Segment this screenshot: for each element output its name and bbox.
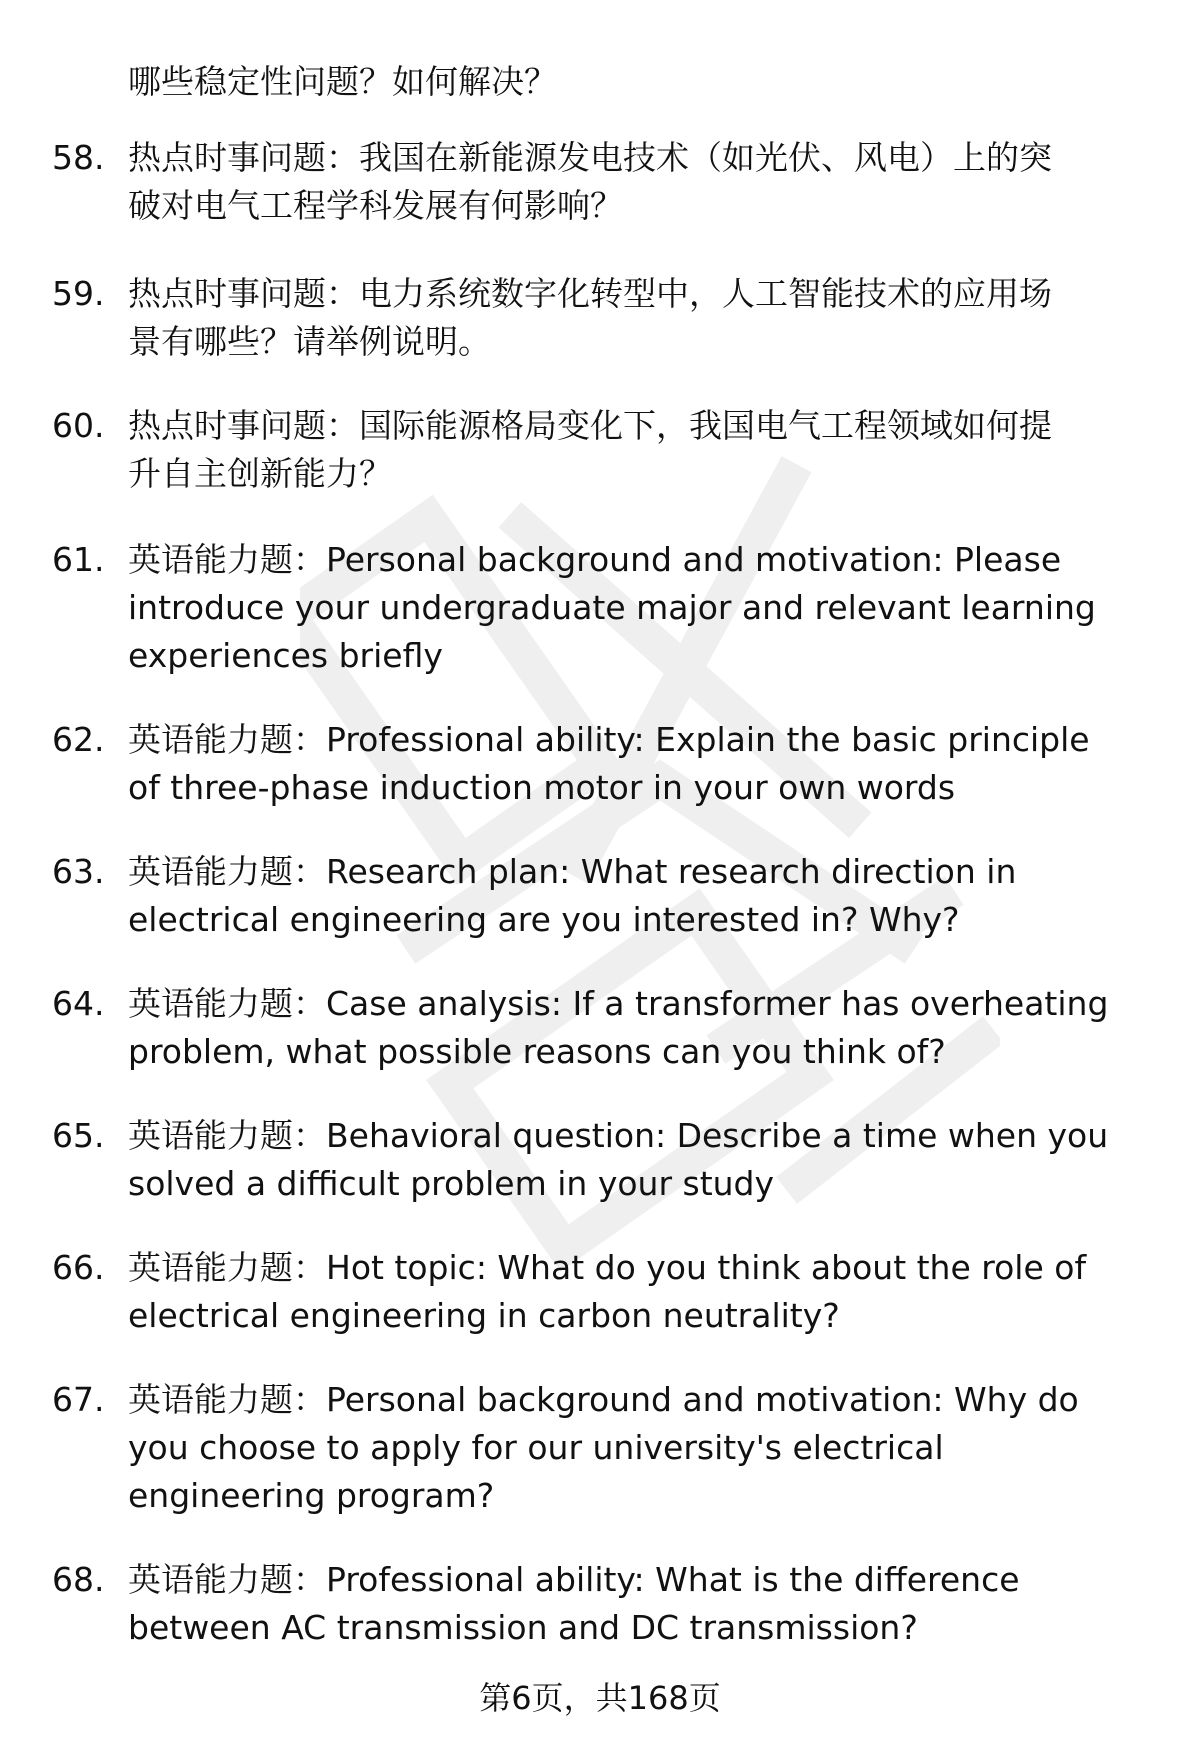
page-number-footer: 第6页，共168页: [479, 1679, 721, 1717]
item-line: 热点时事问题：我国在新能源发电技术（如光伏、风电）上的突: [128, 138, 1052, 177]
item-line: 英语能力题：Hot topic: What do you think about the role of: [128, 1248, 1087, 1287]
item-number: 62.: [52, 720, 105, 759]
item-line: 英语能力题：Case analysis: If a transformer has overheating: [128, 984, 1109, 1023]
item-line: 升自主创新能力？: [128, 454, 392, 493]
item-line: introduce your undergraduate major and relevant learning: [128, 588, 1096, 627]
item-line: 英语能力题：Personal background and motivation: Why do: [128, 1380, 1079, 1419]
item-number: 58.: [52, 138, 105, 177]
item-line: of three-phase induction motor in your own words: [128, 768, 956, 807]
item-number: 59.: [52, 274, 105, 313]
item-line: solved a difficult problem in your study: [128, 1164, 775, 1203]
item-line: 英语能力题：Research plan: What research direction in: [128, 852, 1017, 891]
item-line: 景有哪些？请举例说明。: [128, 322, 491, 361]
item-number: 63.: [52, 852, 105, 891]
item-line: 热点时事问题：电力系统数字化转型中，人工智能技术的应用场: [128, 274, 1052, 313]
item-number: 68.: [52, 1560, 105, 1599]
item-line: 英语能力题：Personal background and motivation: Please: [128, 540, 1062, 579]
item-line: 英语能力题：Behavioral question: Describe a time when you: [128, 1116, 1109, 1155]
item-line: you choose to apply for our university's electrical: [128, 1428, 944, 1467]
item-line: electrical engineering in carbon neutrality?: [128, 1296, 840, 1335]
item-line: electrical engineering are you interested in? Why?: [128, 900, 960, 939]
item-line: 英语能力题：Professional ability: What is the difference: [128, 1560, 1020, 1599]
item-line: 破对电气工程学科发展有何影响？: [128, 186, 623, 225]
item-line: engineering program?: [128, 1476, 495, 1515]
item-number: 60.: [52, 406, 105, 445]
continuation-text: 哪些稳定性问题？如何解决？: [128, 62, 557, 101]
item-number: 65.: [52, 1116, 105, 1155]
item-line: 热点时事问题：国际能源格局变化下，我国电气工程领域如何提: [128, 406, 1052, 445]
item-number: 67.: [52, 1380, 105, 1419]
item-line: problem, what possible reasons can you think of?: [128, 1032, 946, 1071]
item-line: 英语能力题：Professional ability: Explain the basic principle: [128, 720, 1090, 759]
item-number: 64.: [52, 984, 105, 1023]
item-number: 61.: [52, 540, 105, 579]
item-line: between AC transmission and DC transmission?: [128, 1608, 918, 1647]
item-line: experiences briefly: [128, 636, 443, 675]
item-number: 66.: [52, 1248, 105, 1287]
